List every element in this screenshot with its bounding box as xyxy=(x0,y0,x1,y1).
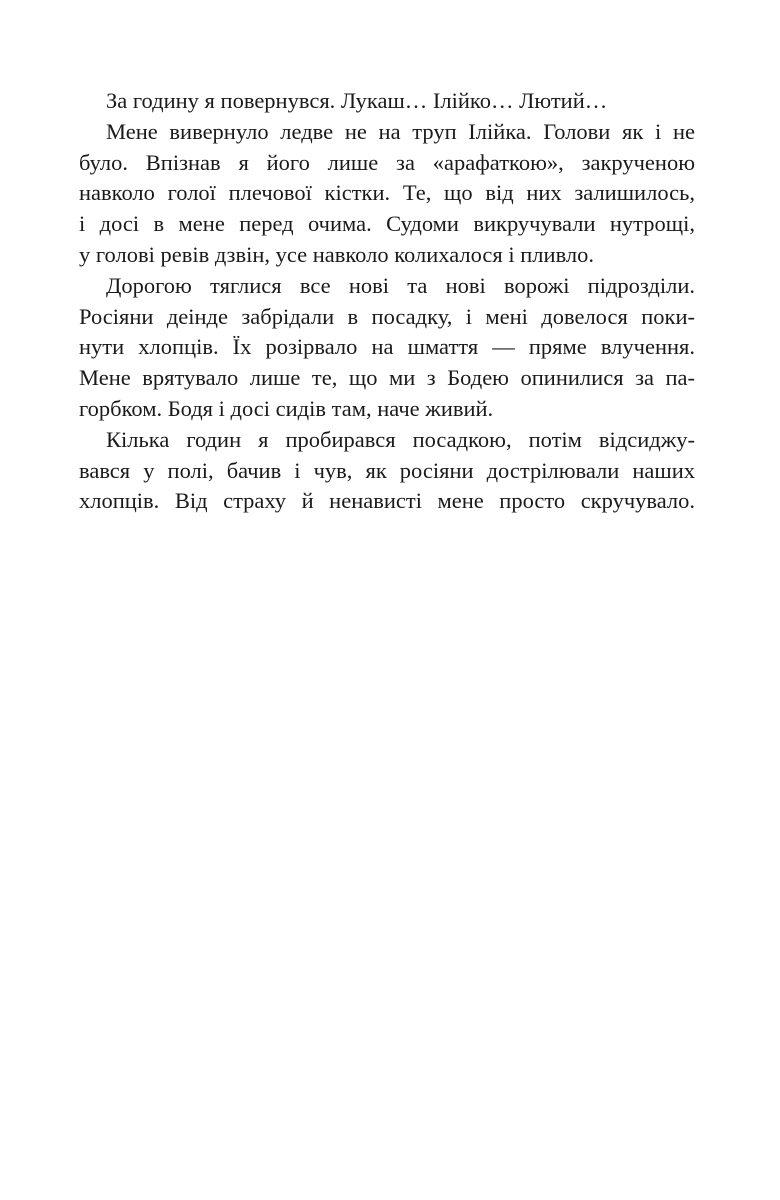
text-line: у голові ревів дзвін, усе навколо колихалося і пливло. xyxy=(79,241,594,267)
paragraph xyxy=(79,271,695,425)
paragraph xyxy=(79,425,695,517)
paragraph xyxy=(79,117,695,271)
text-line: За годину я повернувся. Лукаш… Ілійко… Лютий… xyxy=(106,88,608,113)
text-line: було. Впізнав я його лише за «арафаткою», закрученою xyxy=(79,149,695,175)
text-line: Мене врятувало лише те, що ми з Бодею опинилися за па- xyxy=(79,365,695,391)
text-line: Мене вивернуло ледве не на труп Ілійка. Голови як і не xyxy=(106,118,695,144)
text-line: Дорогою тяглися все нові та нові ворожі підрозділи. xyxy=(106,272,695,298)
paragraph xyxy=(79,86,695,117)
text-line: нути хлопців. Їх розірвало на шмаття — пряме влучення. xyxy=(79,334,695,360)
text-line: вався у полі, бачив і чув, як росіяни дострілювали наших xyxy=(79,457,695,483)
text-line: Росіяни деінде забрідали в посадку, і мені довелося поки- xyxy=(79,303,695,329)
text-line: хлопців. Від страху й ненависті мене просто скручувало. xyxy=(79,488,695,514)
text-line: Кілька годин я пробирався посадкою, потім відсиджу- xyxy=(106,426,695,452)
text-line: горбком. Бодя і досі сидів там, наче живий. xyxy=(79,395,494,421)
text-line: навколо голої плечової кістки. Те, що від них залишилось, xyxy=(79,180,695,206)
text-line: і досі в мене перед очима. Судоми викручували нутрощі, xyxy=(79,211,695,237)
body-text xyxy=(79,86,695,517)
